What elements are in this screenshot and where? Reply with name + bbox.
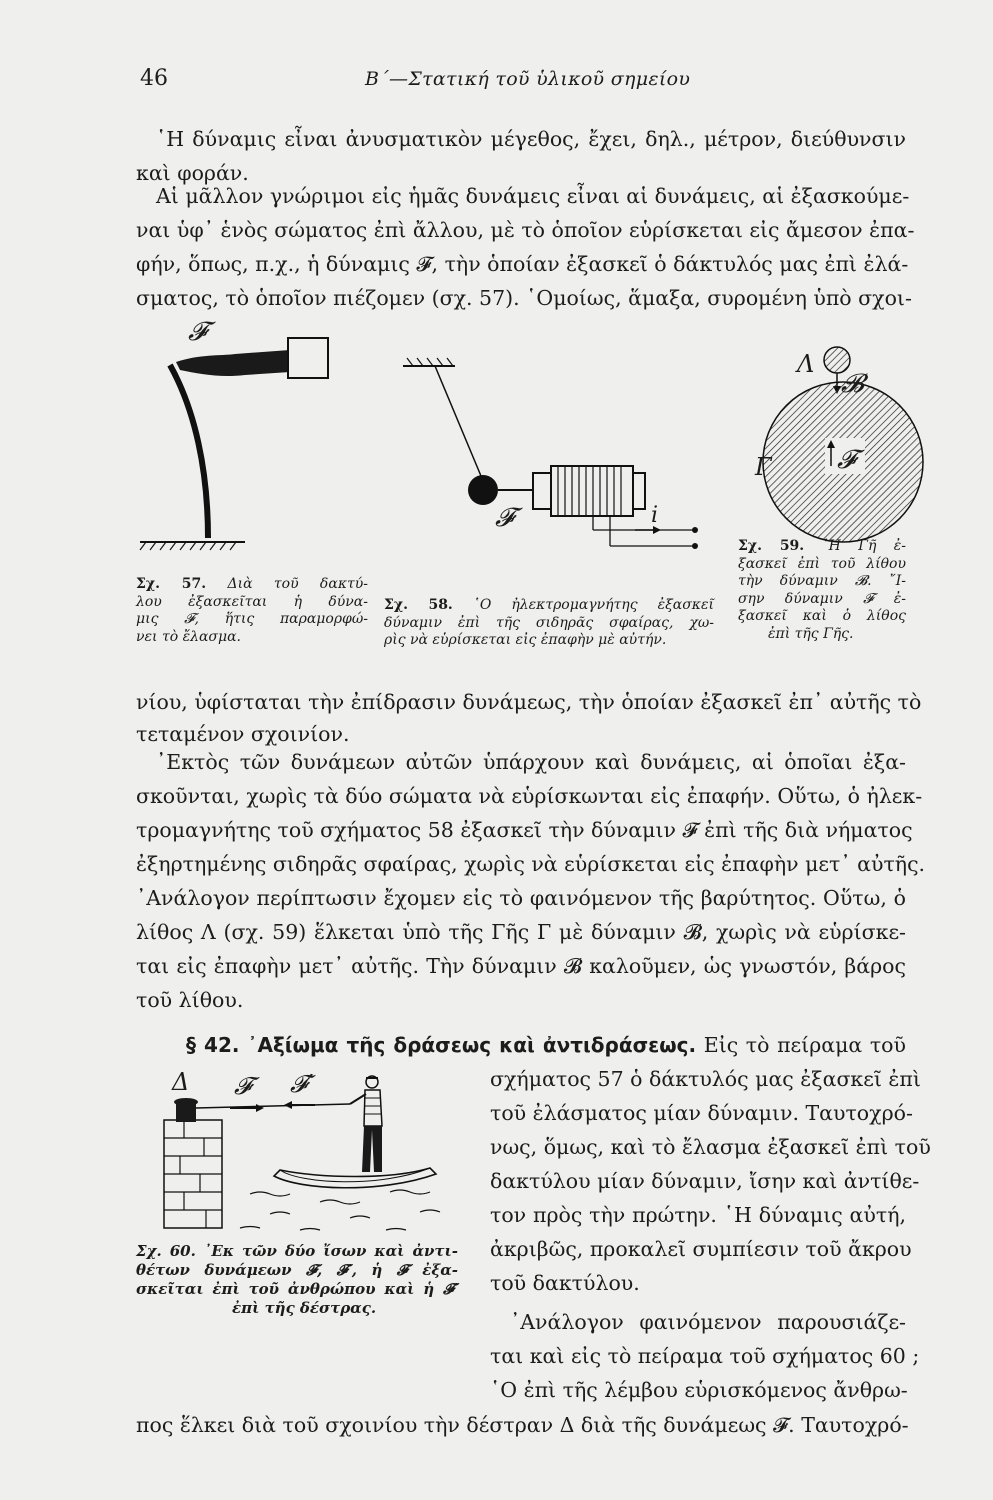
- force-f-label: 𝓕: [188, 317, 208, 347]
- figure-58-electromagnet: [395, 358, 715, 558]
- section-heading-line: [136, 1028, 906, 1062]
- text-line: Αἱ μᾶλλον γνώριμοι εἰς ἡμᾶς δυνάμεις εἶναι αἱ δυνάμεις, αἱ ἐξασκούμε-: [156, 184, 910, 208]
- text-line: τον πρὸς τὴν πρώτην. ῾Η δύναμις αὐτή,: [490, 1203, 906, 1227]
- text-line: ῾Ο ἐπὶ τῆς λέμβου εὑρισκόμενος ἄνθρω-: [490, 1378, 908, 1402]
- text-line: νίου, ὑφίσταται τὴν ἐπίδρασιν δυνάμεως, τὴν ὁποίαν ἐξασκεῖ ἐπ᾿ αὐτῆς τὸ: [136, 690, 922, 714]
- text-line: τοῦ λίθου.: [136, 988, 244, 1012]
- current-i-label: i: [651, 503, 659, 528]
- text-line: ᾿Ανάλογον περίπτωσιν ἔχομεν εἰς τὸ φαινόμενον τῆς βαρύτητος. Οὕτω, ὁ: [136, 886, 906, 910]
- text-line: ται εἰς ἐπαφὴν μετ᾿ αὐτῆς. Τὴν δύναμιν 𝓑 καλοῦμεν, ὡς γνωστόν, βάρος: [136, 954, 906, 978]
- force-f-label: 𝓕: [837, 445, 857, 475]
- force-b-label: 𝓑: [841, 369, 864, 399]
- figure-60-boat-bollard: [150, 1068, 470, 1238]
- force-f-label: 𝓕: [495, 503, 515, 533]
- text-line: νως, ὅμως, καὶ τὸ ἔλασμα ἐξασκεῖ ἐπὶ τοῦ: [490, 1135, 931, 1159]
- text-line: τοῦ ἐλάσματος μίαν δύναμιν. Ταυτοχρό-: [490, 1101, 913, 1125]
- text-line: τεταμένον σχοινίον.: [136, 722, 350, 746]
- text-line: ᾿Ανάλογον φαινόμενον παρουσιάζε-: [510, 1310, 906, 1334]
- text-line: ἀκριβῶς, προκαλεῖ συμπίεσιν τοῦ ἄκρου: [490, 1237, 912, 1261]
- figure-57-finger-plate: [140, 317, 330, 550]
- caption-fig-59: Σχ. 59. ῾Η Γῆ ἐ- ξασκεῖ ἐπὶ τοῦ λίθου τὴν δύναμιν 𝓑. ῎Ι- σην δύναμιν 𝓕 ἐ- ξασκεῖ καὶ ὁ λίθος ἐπὶ τῆς Γῆς.: [738, 538, 906, 642]
- section-title-tail: Εἰς τὸ πείραμα τοῦ: [703, 1033, 906, 1057]
- text-line: ται καὶ εἰς τὸ πείραμα τοῦ σχήματος 60 ;: [490, 1344, 920, 1368]
- caption-fig-57: Σχ. 57. Διὰ τοῦ δακτύ- λου ἐξασκεῖται ἡ δύνα- μις 𝓕, ἥτις παραμορφώ- νει τὸ ἔλασμα.: [136, 576, 368, 645]
- text-line: δακτύλου μίαν δύναμιν, ἴσην καὶ ἀντίθε-: [490, 1169, 920, 1193]
- text-line: τρομαγνήτης τοῦ σχήματος 58 ἐξασκεῖ τὴν δύναμιν 𝓕 ἐπὶ τῆς διὰ νήματος: [136, 818, 913, 842]
- force-fprime-label: 𝓕′: [290, 1070, 314, 1098]
- text-line: σκοῦνται, χωρὶς τὰ δύο σώματα νὰ εὑρίσκωνται εἰς ἐπαφήν. Οὕτω, ὁ ἠλεκ-: [136, 784, 923, 808]
- bollard-delta-label: Δ: [172, 1068, 190, 1096]
- text-line: πος ἕλκει διὰ τοῦ σχοινίου τὴν δέστραν Δ διὰ τῆς δυνάμεως 𝓕. Ταυτοχρό-: [136, 1413, 909, 1437]
- text-line: ναι ὑφ᾿ ἑνὸς σώματος ἐπὶ ἄλλου, μὲ τὸ ὁποῖον εὑρίσκεται εἰς ἄμεσον ἐπα-: [136, 218, 915, 242]
- section-title: § 42. ᾿Αξίωμα τῆς δράσεως καὶ ἀντιδράσεως.: [186, 1033, 697, 1057]
- caption-fig-60: Σχ. 60. ᾿Εκ τῶν δύο ἴσων καὶ ἀντι- θέτων δυνάμεων 𝓕, 𝓕′, ἡ 𝓕 ἐξα- σκεῖται ἐπὶ τοῦ ἀνθρώπου καὶ ἡ 𝓕′ ἐπὶ τῆς δέστρας.: [136, 1242, 458, 1317]
- text-line: τοῦ δακτύλου.: [490, 1271, 640, 1295]
- caption-fig-58: Σχ. 58. ῾Ο ἠλεκτρομαγνήτης ἐξασκεῖ δύναμιν ἐπὶ τῆς σιδηρᾶς σφαίρας, χω- ρὶς νὰ εὑρίσκεται εἰς ἐπαφὴν μὲ αὐτήν.: [384, 597, 714, 648]
- figure-59-earth-stone: [745, 320, 935, 545]
- force-f-label: 𝓕: [234, 1072, 252, 1100]
- text-line: ἐξηρτημένης σιδηρᾶς σφαίρας, χωρὶς νὰ εὑρίσκεται εἰς ἐπαφὴν μετ᾿ αὐτῆς.: [136, 852, 926, 876]
- text-line: καὶ φοράν.: [136, 161, 249, 185]
- text-line: φήν, ὅπως, π.χ., ἡ δύναμις 𝓕, τὴν ὁποίαν ἐξασκεῖ ὁ δάκτυλός μας ἐπὶ ἐλά-: [136, 252, 909, 276]
- page-number: 46: [140, 66, 168, 91]
- text-line: ᾿Εκτὸς τῶν δυνάμεων αὐτῶν ὑπάρχουν καὶ δυνάμεις, αἱ ὁποῖαι ἐξα-: [156, 750, 906, 774]
- text-line: ῾Η δύναμις εἶναι ἀνυσματικὸν μέγεθος, ἔχει, δηλ., μέτρον, διεύθυνσιν: [156, 127, 906, 151]
- stone-lambda-label: Λ: [797, 350, 815, 378]
- text-line: λίθος Λ (σχ. 59) ἕλκεται ὑπὸ τῆς Γῆς Γ μὲ δύναμιν 𝓑, χωρὶς νὰ εὑρίσκε-: [136, 920, 906, 944]
- earth-gamma-label: Γ: [755, 453, 772, 481]
- text-line: σματος, τὸ ὁποῖον πιέζομεν (σχ. 57). ῾Ομοίως, ἅμαξα, συρομένη ὑπὸ σχοι-: [136, 286, 912, 310]
- text-line: σχήματος 57 ὁ δάκτυλός μας ἐξασκεῖ ἐπὶ: [490, 1067, 921, 1091]
- running-title: Β΄—Στατική τοῦ ὑλικοῦ σημείου: [365, 68, 691, 90]
